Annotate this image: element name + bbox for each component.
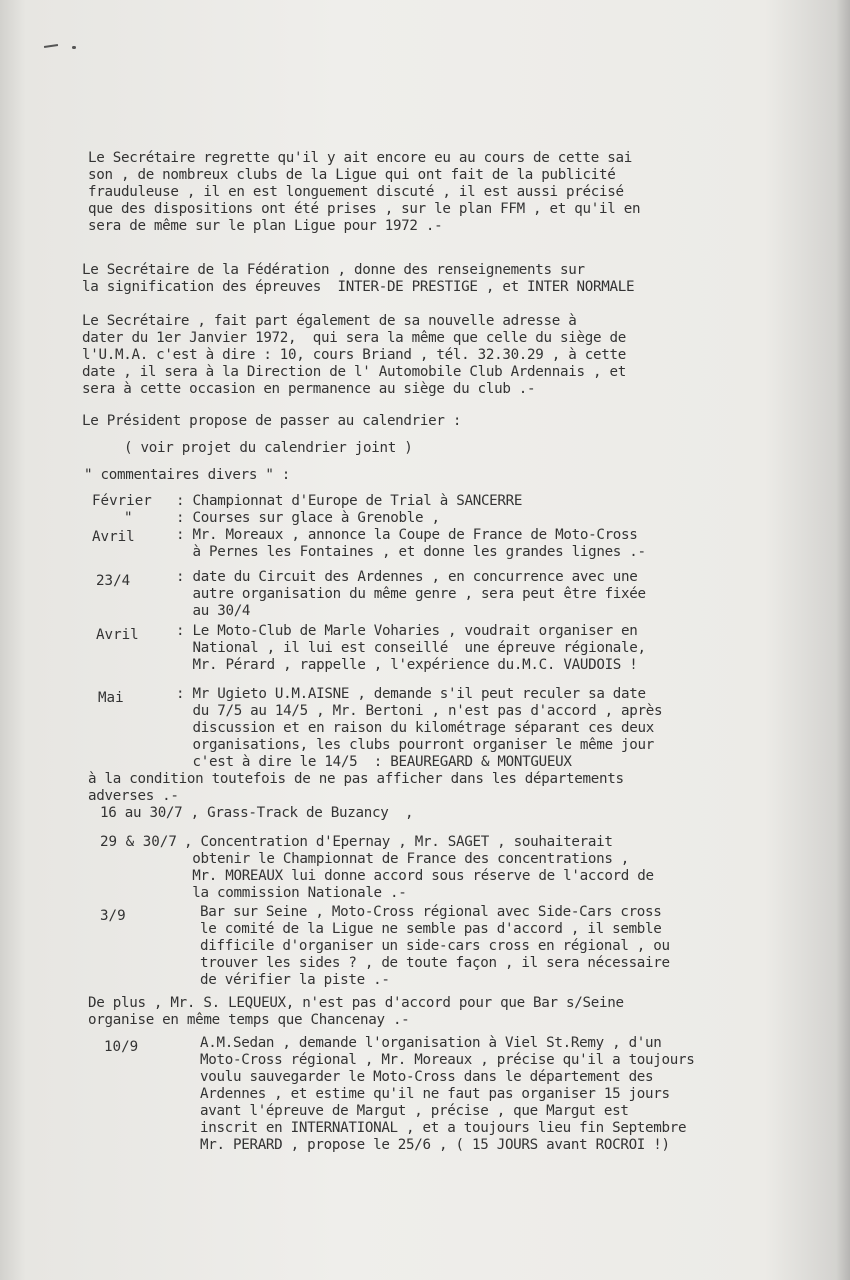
calendar-date: Février: [92, 493, 152, 509]
entry-sedan: A.M.Sedan , demande l'organisation à Viel St.Remy , d'un Moto-Cross régional , Mr. Moreaux , précise qu'il a toujours voulu sauvegarder le Moto-Cross dans le département des Ardennes , et estime qu'il ne faut pas organiser 15 jours avant l'épreuve de Margut , précise , que Margut est inscrit en INTERNATIONAL , et a toujours lieu fin Septembre Mr. PERARD , propose le 25/6 , ( 15 JOURS avant ROCROI !): [200, 1035, 695, 1153]
calendar-text: : Mr. Moreaux , annonce la Coupe de France de Moto-Cross à Pernes les Fontaines , et donne les grandes lignes .-: [176, 527, 646, 560]
calendar-date: Avril: [92, 529, 135, 545]
entry-date: 10/9: [104, 1039, 139, 1055]
entry-date: 29 & 30/7: [100, 834, 177, 850]
calendar-date: Mai: [98, 690, 124, 706]
entry-grass-track: 16 au 30/7 , Grass-Track de Buzancy ,: [100, 805, 414, 821]
calendar-text: : Championnat d'Europe de Trial à SANCERRE: [176, 493, 523, 509]
calendar-date: ": [124, 510, 133, 526]
calendar-date: 23/4: [96, 573, 131, 589]
calendar-text: : Courses sur glace à Grenoble ,: [176, 510, 440, 526]
page-edge-shadow: [836, 0, 850, 1280]
calendar-date: Avril: [96, 627, 139, 643]
paragraph-calendar-ref: ( voir projet du calendrier joint ): [124, 440, 413, 456]
paragraph-publicity: Le Secrétaire regrette qu'il y ait encore eu au cours de cette sai son , de nombreux clubs de la Ligue qui ont fait de la publicité frauduleuse , il en est longuement discuté , il est aussi précisé que des dispositions ont été prises , sur le plan FFM , et qu'il en sera de même sur le plan Ligue pour 1972 .-: [88, 150, 641, 234]
paragraph-address: Le Secrétaire , fait part également de sa nouvelle adresse à dater du 1er Janvier 1972, qui sera la même que celle du siège de l'U.M.A. c'est à dire : 10, cours Briand , tél. 32.30.29 , à cette date , il sera à la Direction de l' Automobile Club Ardennais , et sera à cette occasion en permanence au siège du club .-: [82, 313, 626, 397]
entry-bar-sur-seine: Bar sur Seine , Moto-Cross régional avec Side-Cars cross le comité de la Ligue ne semble pas d'accord , il semble difficile d'organiser un side-cars cross en régional , ou trouver les sides ? , de toute façon , il sera nécessaire de vérifier la piste .-: [200, 904, 670, 988]
calendar-text: : date du Circuit des Ardennes , en concurrence avec une autre organisation du même genre , sera peut être fixée au 30/4: [176, 569, 646, 619]
ink-mark: [44, 44, 82, 48]
paragraph-lequeux: De plus , Mr. S. LEQUEUX, n'est pas d'accord pour que Bar s/Seine organise en même temps que Chancenay .-: [88, 995, 624, 1028]
paragraph-epreuves: Le Secrétaire de la Fédération , donne des renseignements sur la signification des épreuves INTER-DE PRESTIGE , et INTER NORMALE: [82, 262, 635, 295]
entry-concentration: , Concentration d'Epernay , Mr. SAGET , souhaiterait obtenir le Championnat de France des concentrations , Mr. MOREAUX lui donne accord sous réserve de l'accord de la commission Nationale .-: [184, 834, 654, 901]
calendar-text: : Le Moto-Club de Marle Voharies , voudrait organiser en National , il lui est conseillé une épreuve régionale, Mr. Pérard , rappelle , l'expérience du.M.C. VAUDOIS !: [176, 623, 646, 673]
paragraph-calendar-intro: Le Président propose de passer au calendrier :: [82, 413, 462, 429]
paragraph-mai-condition: à la condition toutefois de ne pas afficher dans les départements adverses .-: [88, 771, 624, 804]
paragraph-comments: " commentaires divers " :: [84, 467, 291, 483]
entry-date: 3/9: [100, 908, 126, 924]
calendar-text: : Mr Ugieto U.M.AISNE , demande s'il peut reculer sa date du 7/5 au 14/5 , Mr. Bertoni , n'est pas d'accord , après discussion et en raison du kilométrage séparant ces deux organisations, les clubs pourront organiser le même jour c'est à dire le 14/5 : BEAUREGARD & MONTGUEUX: [176, 686, 663, 770]
